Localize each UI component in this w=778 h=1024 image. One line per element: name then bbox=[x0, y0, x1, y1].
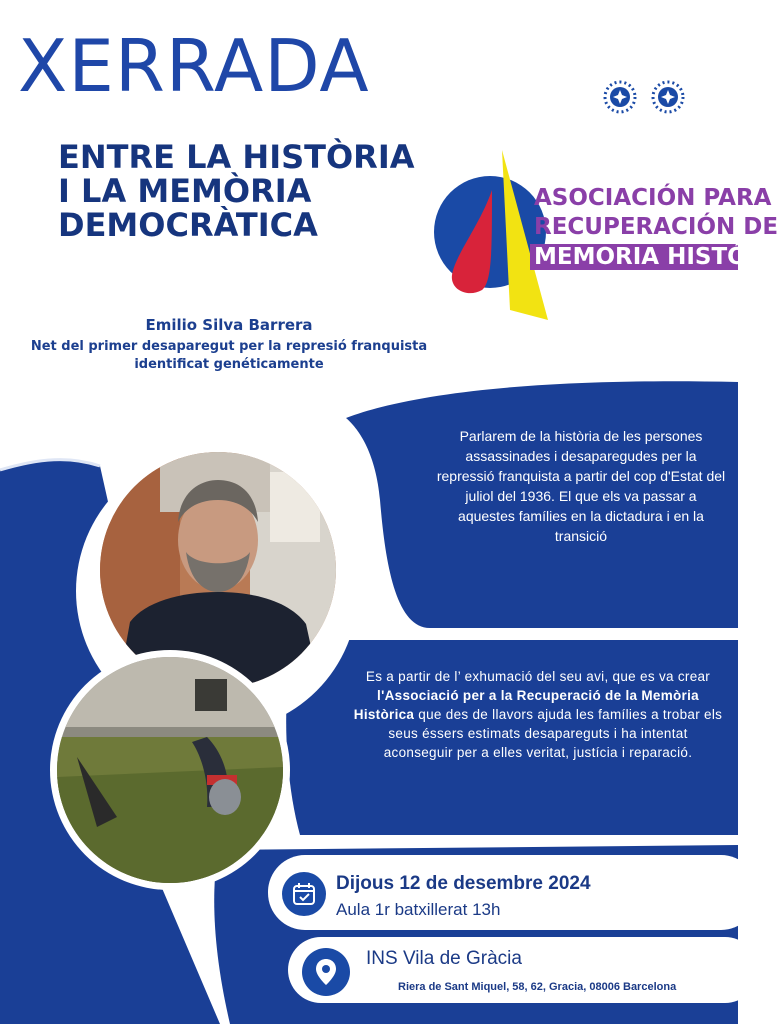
logo-line-1: ASOCIACIÓN PARA bbox=[534, 185, 772, 211]
logo-line-2: RECUPERACIÓN DE bbox=[534, 214, 778, 240]
logo-line-3: MEMORIA HISTÓRI bbox=[534, 244, 773, 270]
subtitle-line-2: I LA MEMÒRIA bbox=[58, 172, 312, 210]
association-paragraph bbox=[352, 667, 724, 762]
venue-name: INS Vila de Gràcia bbox=[366, 948, 522, 969]
speaker-desc-line-2: identificat genéticamente bbox=[134, 357, 324, 372]
speaker-desc-line-1: Net del primer desaparegut per la represió franquista bbox=[30, 339, 428, 354]
location-pin-icon bbox=[302, 948, 350, 996]
intro-paragraph: Parlarem de la història de les persones assassinades i desaparegudes per la repressió franquista a partir del cop d'Estat del juliol del 1936. El que els va passar a aquestes famílies en la dictadura i en la transició bbox=[436, 428, 726, 544]
event-date: Dijous 12 de desembre 2024 bbox=[336, 873, 591, 894]
subtitle-line-3: DEMOCRÀTICA bbox=[58, 206, 318, 244]
exhumation-photo bbox=[57, 657, 283, 883]
association-logo bbox=[430, 150, 778, 325]
page-title: XERRADA bbox=[18, 24, 370, 108]
para2-bold: l'Associació per a la Recuperació de la Memòria Històrica bbox=[353, 688, 699, 722]
calendar-icon bbox=[282, 872, 326, 916]
star-badge-icon bbox=[600, 76, 692, 118]
para2-text-2: que des de llavors ajuda les famílies a trobar els seus éssers estimats desapareguts i ha intentat aconseguir per a elles veritat, justícia i reparació. bbox=[383, 707, 723, 760]
speaker-name: Emilio Silva Barrera bbox=[145, 316, 313, 334]
speaker-portrait-photo bbox=[100, 452, 336, 688]
venue-address: Riera de Sant Miquel, 58, 62, Gracia, 08006 Barcelona bbox=[398, 981, 677, 993]
speaker-description bbox=[0, 338, 458, 374]
subtitle-line-1: ENTRE LA HISTÒRIA bbox=[58, 138, 415, 176]
event-room: Aula 1r batxillerat 13h bbox=[336, 900, 501, 919]
venue-pill-bg bbox=[288, 937, 758, 1003]
para2-text-1: Es a partir de l’ exhumació del seu avi, que es va crear bbox=[365, 669, 711, 684]
subtitle bbox=[58, 140, 458, 242]
